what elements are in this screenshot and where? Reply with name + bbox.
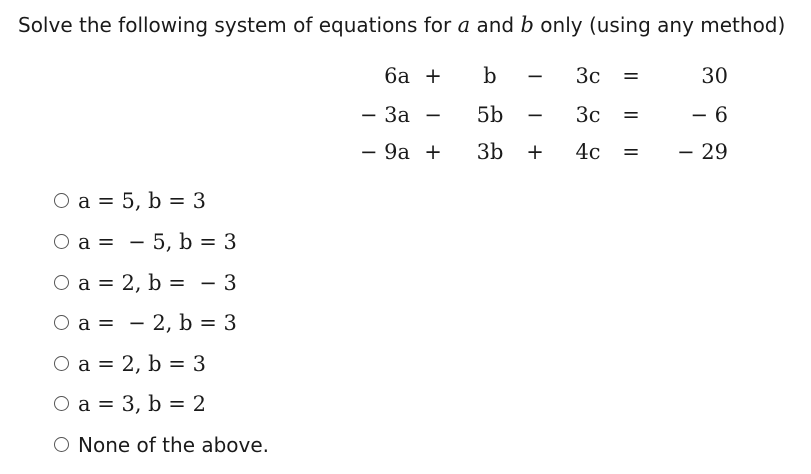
eq3-op1: + — [424, 140, 442, 164]
eq3-op2: + — [526, 140, 544, 164]
question-text-start: Solve the following system of equations for — [18, 13, 458, 37]
option-6-label: a = 3, b = 2 — [78, 392, 206, 416]
eq2-op2: − — [526, 103, 544, 127]
variable-b: b — [520, 13, 534, 37]
eq1-op1: + — [424, 64, 442, 88]
radio-circle-icon[interactable] — [54, 437, 69, 452]
question-text-end: only (using any method) — [533, 13, 786, 37]
variable-a: a — [457, 13, 471, 37]
eq3-c-term: 4c — [575, 140, 601, 164]
option-1[interactable] — [54, 186, 374, 218]
question-prompt — [18, 10, 785, 40]
eq1-op2: − — [526, 64, 544, 88]
radio-circle-icon[interactable] — [54, 234, 69, 249]
eq2-equals: = — [622, 103, 640, 127]
option-1-label: a = 5, b = 3 — [78, 189, 206, 213]
eq1-a-term: 6a — [384, 64, 410, 88]
radio-circle-icon[interactable] — [54, 275, 69, 290]
eq2-op1: − — [424, 103, 442, 127]
eq1-c-term: 3c — [575, 64, 601, 88]
option-7-label: None of the above. — [78, 433, 270, 457]
eq2-rhs: − 6 — [690, 103, 728, 127]
option-3[interactable] — [54, 268, 374, 300]
question-text-and: and — [470, 13, 521, 37]
eq1-equals: = — [622, 64, 640, 88]
option-2[interactable] — [54, 227, 374, 259]
option-5-label: a = 2, b = 3 — [78, 352, 206, 376]
eq3-b-term: 3b — [476, 140, 504, 164]
eq2-b-term: 5b — [476, 103, 504, 127]
eq3-rhs: − 29 — [677, 140, 728, 164]
option-4[interactable] — [54, 308, 374, 340]
radio-circle-icon[interactable] — [54, 356, 69, 371]
option-3-label: a = 2, b = − 3 — [78, 271, 237, 295]
radio-circle-icon[interactable] — [54, 193, 69, 208]
option-2-label: a = − 5, b = 3 — [78, 230, 237, 254]
eq2-a-term: − 3a — [359, 103, 410, 127]
eq1-rhs: 30 — [701, 64, 728, 88]
eq1-b-term: b — [483, 64, 497, 88]
option-6[interactable] — [54, 389, 374, 421]
equation-system — [340, 60, 760, 172]
option-4-label: a = − 2, b = 3 — [78, 311, 237, 335]
radio-circle-icon[interactable] — [54, 396, 69, 411]
eq2-c-term: 3c — [575, 103, 601, 127]
option-7[interactable] — [54, 430, 374, 462]
option-5[interactable] — [54, 349, 374, 381]
eq3-a-term: − 9a — [359, 140, 410, 164]
eq3-equals: = — [622, 140, 640, 164]
radio-circle-icon[interactable] — [54, 315, 69, 330]
